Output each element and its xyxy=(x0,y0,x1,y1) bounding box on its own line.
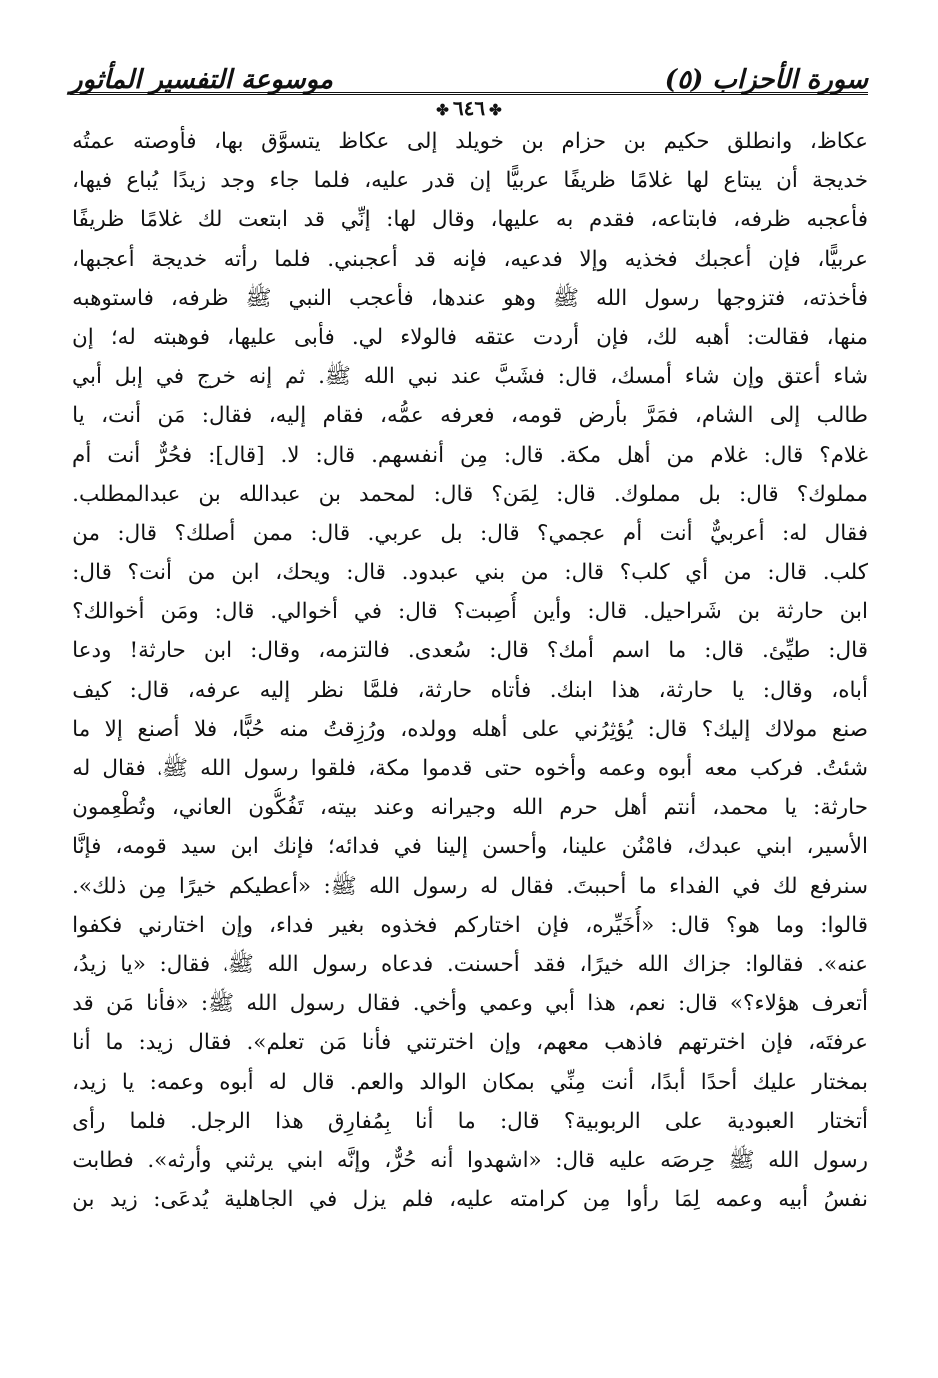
text-line: أتعرف هؤلاء؟» قال: نعم، هذا أبي وعمي وأخي. فقال رسول الله ﷺ: «فأنا مَن قد xyxy=(72,991,868,1017)
text-line: فقال له: أعربيٌّ أنت أم عجمي؟ قال: بل عربي. قال: ممن أصلك؟ قال: من xyxy=(72,520,868,546)
text-line: رسول الله ﷺ حِرصَه عليه قال: «اشهدوا أنه حُرٌّ، وإنَّه ابني يرثني وأرثه». فطابت xyxy=(72,1147,868,1173)
text-line: غلام؟ قال: غلام من أهل مكة. قال: مِن أنفسهم. قال: لا. [قال]: فحُرٌّ أنت أم xyxy=(72,442,868,468)
text-line: عكاظ، وانطلق حكيم بن حزام بن خويلد إلى عكاظ يتسوَّق بها، فأوصته عمتُه xyxy=(72,129,868,154)
header-divider xyxy=(70,92,868,95)
text-line: مملوك؟ قال: بل مملوك. قال: لِمَن؟ قال: لمحمد بن عبدالله بن عبدالمطلب. xyxy=(72,481,868,507)
text-line: صنع مولاك إليك؟ قال: يُؤثِرُني على أهله وولده، ورُزِقتُ منه حُبًّا، فلا أصنع إلا ما xyxy=(72,716,868,742)
text-line: قال: طيِّئ. قال: ما اسم أمك؟ قال: سُعدى. فالتزمه، وقال: ابن حارثة! ودعا xyxy=(72,638,868,664)
text-line: ابن حارثة بن شَراحيل. قال: وأين أُصِبت؟ قال: في أخوالي. قال: ومَن أخوالك؟ xyxy=(72,599,868,625)
text-line: خديجة أن يبتاع لها غلامًا ظريفًا عربيًّا إن قدر عليه، فلما جاء وجد زيدًا يُباع فيها، xyxy=(72,168,868,194)
ornament-icon: ✤ xyxy=(436,101,449,119)
text-line: عنه». فقالوا: جزاك الله خيرًا، فقد أحسنت. فدعاه رسول الله ﷺ، فقال: «يا زيدُ، xyxy=(72,951,868,977)
text-line: شئتُ. فركب معه أبوه وعمه وأخوه حتى قدموا مكة، فلقوا رسول الله ﷺ، فقال له xyxy=(72,756,868,781)
text-line: شاء أعتق وإن شاء أمسك، قال: فشَبَّ عند نبي الله ﷺ. ثم إنه خرج في إبل أبي xyxy=(72,364,868,390)
body-text xyxy=(72,122,868,1219)
text-line: أباه، وقال: يا حارثة، هذا ابنك. فأتاه حارثة، فلمَّا نظر إليه عرفه، قال: كيف xyxy=(72,677,868,703)
text-line: عرفتَه، فإن اخترتهم فاذهب معهم، وإن اخترتني فأنا مَن تعلم». فقال زيد: ما أنا xyxy=(72,1030,868,1056)
text-line: سنرفع لك في الفداء ما أحببتَ. فقال له رسول الله ﷺ: «أعطيكم خيرًا مِن ذلك». xyxy=(72,873,868,899)
page-number-value: ٦٤٦ xyxy=(452,96,486,120)
text-line: عربيًّا، فإن أعجبك فخذيه وإلا فدعيه، فإنه قد أعجبني. فلما رأته خديجة أعجبها، xyxy=(72,246,868,272)
text-line: طالب إلى الشام، فمَرَّ بأرض قومه، فعرفه عمُّه، فقام إليه، فقال: مَن أنت، يا xyxy=(72,403,868,429)
text-line: نفسُ أبيه وعمه لِمَا رأوا مِن كرامته عليه، فلم يزل في الجاهلية يُدعَى: زيد بن xyxy=(72,1187,868,1213)
text-line: الأسير، ابني عبدك، فامْنُن علينا، وأحسن إلينا في فدائه؛ فإنك ابن سيد قومه، فإنَّا xyxy=(72,834,868,860)
text-line: قالوا: وما هو؟ قال: «أُخَيِّره، فإن اختاركم فخذوه بغير فداء، وإن اختارني فكفوا xyxy=(72,912,868,938)
page-number xyxy=(424,96,513,120)
book-title-header: موسوعة التفسير المأثور xyxy=(70,65,333,95)
surah-header: سورة الأحزاب (٥) xyxy=(664,65,868,95)
text-line: كلب. قال: من أي كلب؟ قال: من بني عبدود. قال: ويحك، ابن من أنت؟ قال: xyxy=(72,560,868,586)
text-line: فأعجبه ظرفه، فابتاعه، فقدم به عليها، وقال لها: إنِّي قد ابتعت لك غلامًا ظريفًا xyxy=(72,207,868,233)
page-header xyxy=(70,58,868,120)
text-line: بمختار عليك أحدًا أبدًا، أنت مِنِّي بمكان الوالد والعم. قال له أبوه وعمه: يا زيد، xyxy=(72,1069,868,1095)
text-line: فأخذته، فتزوجها رسول الله ﷺ وهو عندها، فأعجب النبي ﷺ ظرفه، فاستوهبه xyxy=(72,285,868,311)
text-line: حارثة: يا محمد، أنتم أهل حرم الله وجيرانه وعند بيته، تَفُكُّون العاني، وتُطْعِمون xyxy=(72,795,868,821)
text-line: أتختار العبودية على الربوبية؟ قال: ما أنا بِمُفارِق هذا الرجل. فلما رأى xyxy=(72,1108,868,1134)
ornament-icon: ✤ xyxy=(489,101,502,119)
text-line: منها، فقالت: أهبه لك، فإن أردت عتقه فالولاء لي. فأبى عليها، فوهبته له؛ إن xyxy=(72,324,868,350)
